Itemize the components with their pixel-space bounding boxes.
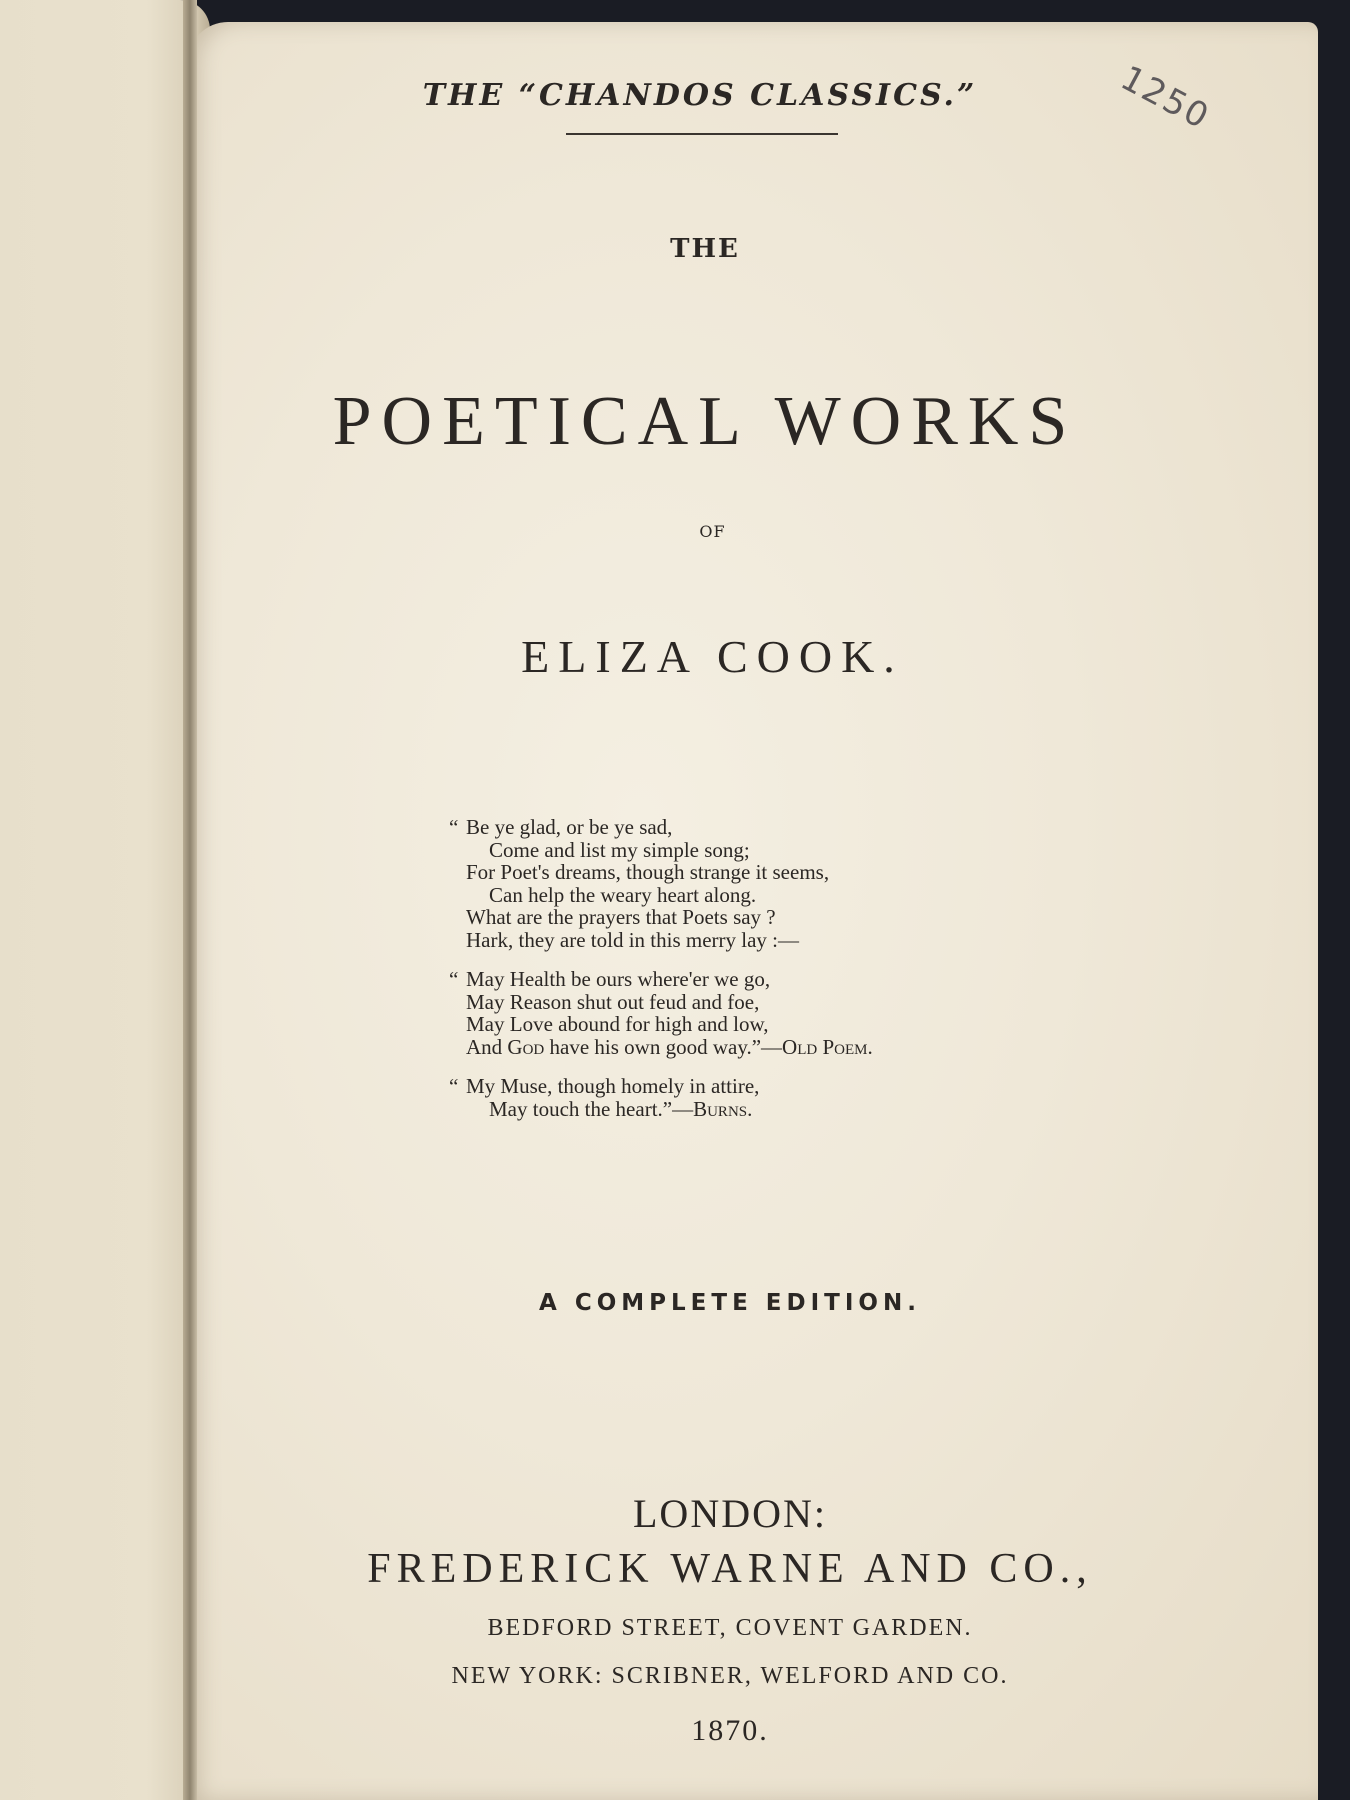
edition-note: A COMPLETE EDITION. xyxy=(539,1290,921,1316)
epigraph xyxy=(449,815,1026,1137)
epigraph-line xyxy=(466,1036,1026,1059)
epigraph-line: May Reason shut out feud and foe, xyxy=(466,989,760,1014)
epigraph-line: May Health be ours where'er we go, xyxy=(466,967,771,991)
line-text: May touch the heart.”— xyxy=(489,1096,694,1121)
epigraph-line: Be ye glad, or be ye sad, xyxy=(466,815,673,839)
epigraph-line: My Muse, though homely in attire, xyxy=(466,1074,760,1098)
epigraph-line: Come and list my simple song; xyxy=(489,837,750,862)
small-caps-word: God xyxy=(507,1034,545,1059)
heading-rule xyxy=(566,133,838,135)
epigraph-line: For Poet's dreams, though strange it seems, xyxy=(466,860,830,884)
pencil-price-note: 1250 xyxy=(1114,58,1217,138)
quote-source: Old Poem. xyxy=(782,1034,873,1059)
open-quote: “ xyxy=(449,967,459,991)
author-name: ELIZA COOK. xyxy=(521,631,904,682)
imprint-address: BEDFORD STREET, COVENT GARDEN. xyxy=(487,1615,973,1641)
imprint-new-york: NEW YORK: SCRIBNER, WELFORD AND CO. xyxy=(451,1663,1009,1689)
epigraph-line: What are the prayers that Poets say ? xyxy=(466,905,776,929)
series-heading: THE “CHANDOS CLASSICS.” xyxy=(422,78,978,113)
imprint-publisher: FREDERICK WARNE AND CO., xyxy=(367,1546,1093,1592)
epigraph-line: Hark, they are told in this merry lay :— xyxy=(466,927,799,952)
imprint-city: LONDON: xyxy=(633,1491,827,1536)
epigraph-line: Can help the weary heart along. xyxy=(489,882,757,907)
epigraph-stanza-1 xyxy=(449,815,1026,952)
epigraph-line: May Love abound for high and low, xyxy=(466,1012,769,1036)
line-text: have his own good way.”— xyxy=(544,1034,783,1059)
title-article: THE xyxy=(670,234,740,264)
epigraph-stanza-2 xyxy=(449,967,1026,1059)
open-quote: “ xyxy=(449,815,459,839)
epigraph-line xyxy=(466,1098,1026,1121)
epigraph-stanza-3 xyxy=(449,1074,1026,1121)
line-text: And xyxy=(466,1034,508,1059)
open-quote: “ xyxy=(449,1074,459,1098)
book-title: POETICAL WORKS xyxy=(332,383,1078,460)
quote-source: Burns. xyxy=(693,1096,753,1121)
imprint-year: 1870. xyxy=(691,1714,769,1747)
title-of: OF xyxy=(699,522,726,541)
